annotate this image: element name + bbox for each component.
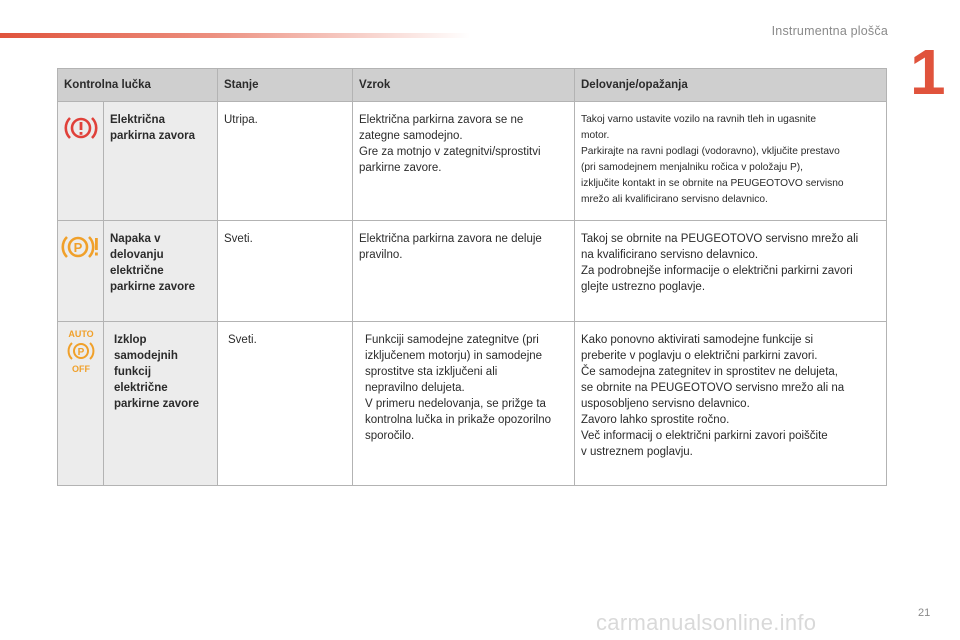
action-cell: Kako ponovno aktivirati samodejne funkcije si preberite v poglavju o električni parkirni zavori. Če samodejna zategnitev in sprostitev ne delujeta, se obrnite na PEUGEOTOVO servisno mrežo ali na usposobljeno servisno delavnico. Zavoro lahko sprostite ročno. Več informacij o električni parkirni zavori poiščite v ustreznem poglavju. [575,322,887,486]
indicator-name: Napaka v delovanju električne parkirne zavore [104,221,218,322]
cause-cell: Električna parkirna zavora se ne zategne samodejno. Gre za motnjo v zategnitvi/sprostitvi parkirne zavore. [353,102,575,221]
icon-cell [58,221,104,322]
watermark: carmanualsonline.info [596,610,817,635]
indicator-name: Električna parkirna zavora [104,102,218,221]
column-header-stanje: Stanje [218,69,353,102]
warning-lights-table [57,68,887,486]
svg-text:P: P [77,347,84,358]
parking-brake-fault-icon [61,233,101,261]
table-row [58,322,887,486]
icon-cell [58,102,104,221]
parking-brake-warning-icon [64,114,98,142]
section-title: Instrumentna plošča [771,24,888,38]
cause-cell: Funkciji samodejne zategnitve (pri izključenem motorju) in samodejne sprostitve sta izključeni ali nepravilno delujeta. V primeru nedelovanja, se prižge ta kontrolna lučka in prikaže opozorilno sporočilo. [353,322,575,486]
status-cell: Utripa. [218,102,353,221]
table-header-row [58,69,887,102]
action-cell: Takoj varno ustavite vozilo na ravnih tleh in ugasnite motor. Parkirajte na ravni podlagi (vodoravno), vključite prestavo (pri samodejnem menjalniku ročica v položaju P), izključite kontakt in se obrnite na PEUGEOTOVO servisno mrežo ali kvalificirano servisno delavnico. [575,102,887,221]
chapter-number: 1 [910,36,946,108]
cause-cell: Električna parkirna zavora ne deluje pravilno. [353,221,575,322]
status-cell: Sveti. [218,322,353,486]
auto-parking-off-icon [63,328,99,374]
svg-text:P: P [73,240,82,255]
column-header-delovanje: Delovanje/opažanja [575,69,887,102]
off-icon-label: OFF [71,364,90,374]
action-cell: Takoj se obrnite na PEUGEOTOVO servisno mrežo ali na kvalificirano servisno delavnico. Za podrobnejše informacije o električni parkirni zavori glejte ustrezno poglavje. [575,221,887,322]
table-row [58,102,887,221]
column-header-vzrok: Vzrok [353,69,575,102]
indicator-name: Izklop samodejnih funkcij električne parkirne zavore [104,322,218,486]
auto-icon-label: AUTO [67,329,94,339]
header-accent-bar [0,33,470,38]
column-header-kontrolna-lucka: Kontrolna lučka [58,69,218,102]
status-cell: Sveti. [218,221,353,322]
icon-cell [58,322,104,486]
page-number: 21 [918,607,931,619]
table-row [58,221,887,322]
